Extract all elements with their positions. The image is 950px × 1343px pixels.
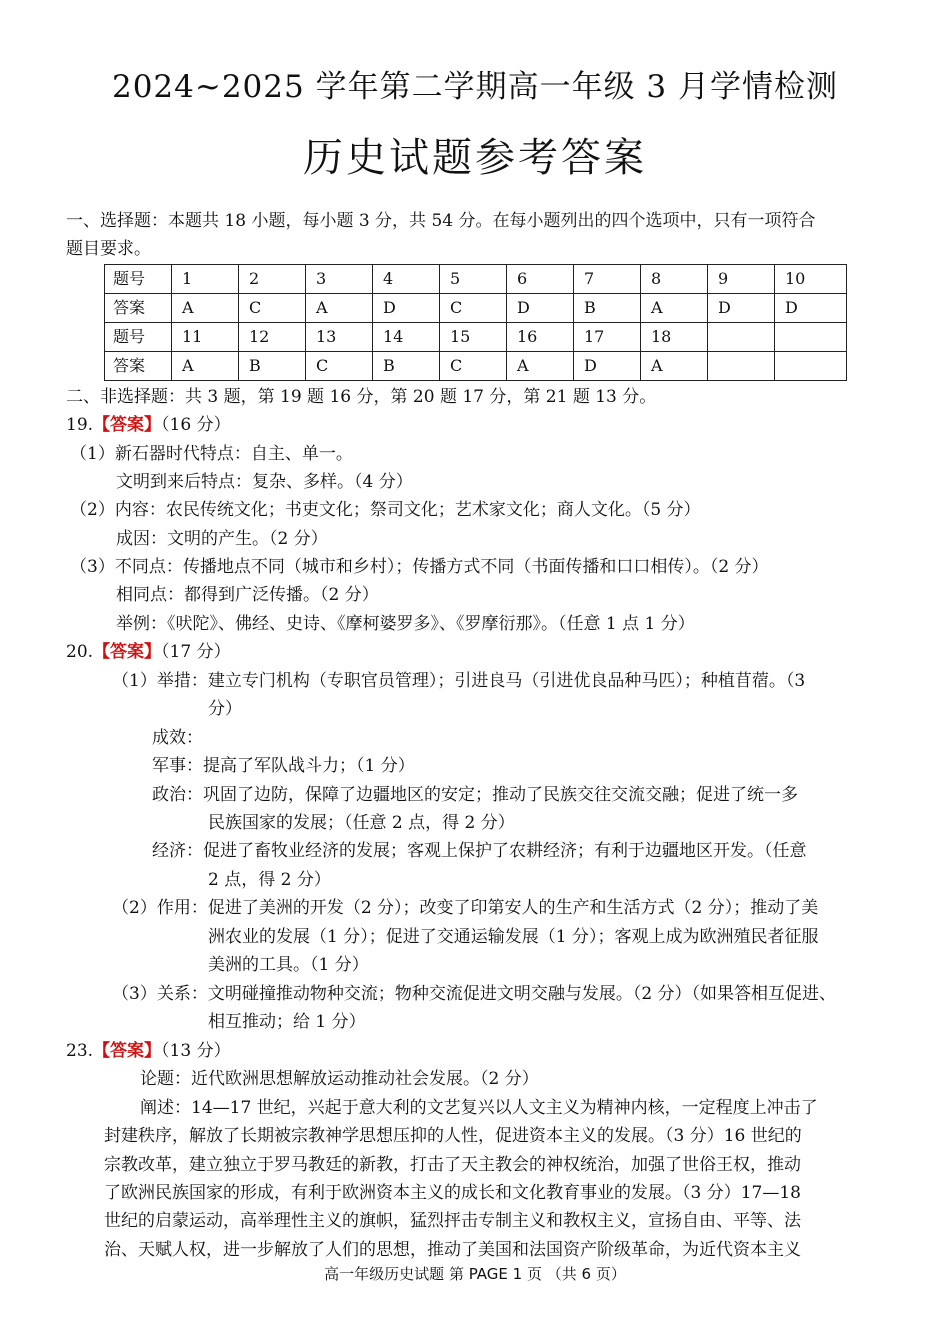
q19-number: 19.: [66, 415, 94, 435]
table-cell: 6: [507, 265, 574, 294]
table-cell: 16: [507, 323, 574, 352]
table-cell: 1: [172, 265, 239, 294]
table-cell: 5: [440, 265, 507, 294]
table-cell: D: [775, 294, 847, 323]
q23-heading: [66, 1043, 231, 1060]
q19-line: （1）新石器时代特点：自主、单一。: [70, 444, 353, 464]
table-cell: 8: [641, 265, 708, 294]
table-cell: A: [172, 294, 239, 323]
table-cell: B: [574, 294, 641, 323]
table-cell: [708, 352, 775, 381]
q20-line: 经济：促进了畜牧业经济的发展；客观上保护了农耕经济；有利于边疆地区开发。（任意: [152, 841, 807, 861]
table-row: [105, 352, 847, 381]
table-cell: 答案: [105, 352, 172, 381]
table-cell: A: [507, 352, 574, 381]
table-cell: 2: [239, 265, 306, 294]
table-cell: 答案: [105, 294, 172, 323]
answer-tag: 【答案】: [93, 1041, 162, 1061]
table-cell: 4: [373, 265, 440, 294]
table-cell: 题号: [105, 265, 172, 294]
q19-line: 举例：《吠陀》、佛经、史诗、《摩柯婆罗多》、《罗摩衍那》。（任意 1 点 1 分）: [116, 614, 695, 634]
q23-line: 宗教改革，建立独立于罗马教廷的新教，打击了天主教会的神权统治，加强了世俗王权，推动: [104, 1155, 801, 1175]
table-cell: [775, 352, 847, 381]
table-cell: A: [641, 352, 708, 381]
page-subtitle: 历史试题参考答案: [303, 135, 647, 181]
table-cell: D: [708, 294, 775, 323]
table-cell: 11: [172, 323, 239, 352]
q20-line: 军事：提高了军队战斗力；（1 分）: [152, 756, 415, 776]
q19-line: （3）不同点：传播地点不同（城市和乡村）；传播方式不同（书面传播和口口相传）。（2 分）: [70, 557, 769, 577]
q20-line: 成效：: [152, 728, 203, 748]
q19-line: 成因：文明的产生。（2 分）: [116, 529, 328, 549]
table-cell: A: [306, 294, 373, 323]
section1-intro-line2: 题目要求。: [66, 239, 151, 259]
table-cell: D: [574, 352, 641, 381]
page-title: 2024~2025 学年第二学期高一年级 3 月学情检测: [111, 69, 839, 105]
q23-line: 封建秩序，解放了长期被宗教神学思想压抑的人性，促进资本主义的发展。（3 分）16 世纪的: [104, 1126, 802, 1146]
answer-table: [104, 264, 847, 381]
q20-line: 分）: [208, 699, 242, 719]
q20-line: 洲农业的发展（1 分）；促进了交通运输发展（1 分）；客观上成为欧洲殖民者征服: [208, 927, 819, 947]
table-cell: B: [239, 352, 306, 381]
q23-number: 23.: [66, 1041, 94, 1061]
q23-line: 了欧洲民族国家的形成，有利于欧洲资本主义的成长和文化教育事业的发展。（3 分）17—18: [104, 1183, 801, 1203]
table-cell: 12: [239, 323, 306, 352]
q20-line: 美洲的工具。（1 分）: [208, 955, 369, 975]
table-cell: D: [373, 294, 440, 323]
q20-line: 政治：巩固了边防，保障了边疆地区的安定；推动了民族交往交流交融；促进了统一多: [152, 785, 798, 805]
section1-intro-line1: 一、选择题：本题共 18 小题，每小题 3 分，共 54 分。在每小题列出的四个选项中，只有一项符合: [66, 211, 816, 231]
table-cell: B: [373, 352, 440, 381]
q20-line: 相互推动；给 1 分）: [208, 1012, 366, 1032]
table-cell: 10: [775, 265, 847, 294]
q20-score: （17 分）: [161, 642, 231, 662]
table-cell: A: [172, 352, 239, 381]
table-cell: [708, 323, 775, 352]
q23-score: （13 分）: [161, 1041, 231, 1061]
table-row: [105, 323, 847, 352]
q19-score: （16 分）: [161, 415, 231, 435]
q19-line: 文明到来后特点：复杂、多样。（4 分）: [116, 472, 413, 492]
q23-line: 世纪的启蒙运动，高举理性主义的旗帜，猛烈抨击专制主义和教权主义，宣扬自由、平等、法: [104, 1211, 801, 1231]
q23-line: 治、天赋人权，进一步解放了人们的思想，推动了美国和法国资产阶级革命，为近代资本主义: [104, 1240, 801, 1260]
table-cell: 7: [574, 265, 641, 294]
table-cell: [775, 323, 847, 352]
answer-tag: 【答案】: [93, 415, 162, 435]
q20-number: 20.: [66, 642, 94, 662]
page-footer: 高一年级历史试题 第 PAGE 1 页 （共 6 页）: [324, 1265, 626, 1283]
q19-line: （2）内容：农民传统文化；书吏文化；祭司文化；艺术家文化；商人文化。（5 分）: [70, 500, 701, 520]
q19-heading: [66, 417, 231, 434]
answer-tag: 【答案】: [93, 642, 162, 662]
section2-intro: 二、非选择题：共 3 题，第 19 题 16 分，第 20 题 17 分，第 21 题 13 分。: [66, 387, 657, 407]
table-cell: 题号: [105, 323, 172, 352]
table-row: [105, 265, 847, 294]
q20-line: （1）举措：建立专门机构（专职官员管理）；引进良马（引进优良品种马匹）；种植苜蓿。（3: [112, 671, 806, 691]
q20-line: 民族国家的发展；（任意 2 点，得 2 分）: [208, 813, 515, 833]
q19-line: 相同点：都得到广泛传播。（2 分）: [116, 585, 379, 605]
q23-line: 阐述：14—17 世纪，兴起于意大利的文艺复兴以人文主义为精神内核，一定程度上冲击了: [140, 1098, 818, 1118]
table-cell: 15: [440, 323, 507, 352]
table-cell: 3: [306, 265, 373, 294]
q20-line: （3）关系：文明碰撞推动物种交流；物种交流促进文明交融与发展。（2 分）（如果答相互促进、: [112, 984, 837, 1004]
table-cell: 18: [641, 323, 708, 352]
table-cell: 9: [708, 265, 775, 294]
q20-line: （2）作用：促进了美洲的开发（2 分）；改变了印第安人的生产和生活方式（2 分）；推动了美: [112, 898, 819, 918]
table-cell: 17: [574, 323, 641, 352]
q20-line: 2 点，得 2 分）: [208, 870, 331, 890]
table-cell: C: [239, 294, 306, 323]
table-cell: 14: [373, 323, 440, 352]
table-cell: D: [507, 294, 574, 323]
table-cell: A: [641, 294, 708, 323]
table-cell: C: [440, 352, 507, 381]
table-row: [105, 294, 847, 323]
q23-line: 论题：近代欧洲思想解放运动推动社会发展。（2 分）: [140, 1069, 539, 1089]
table-cell: C: [306, 352, 373, 381]
q20-heading: [66, 644, 231, 661]
table-cell: 13: [306, 323, 373, 352]
table-cell: C: [440, 294, 507, 323]
